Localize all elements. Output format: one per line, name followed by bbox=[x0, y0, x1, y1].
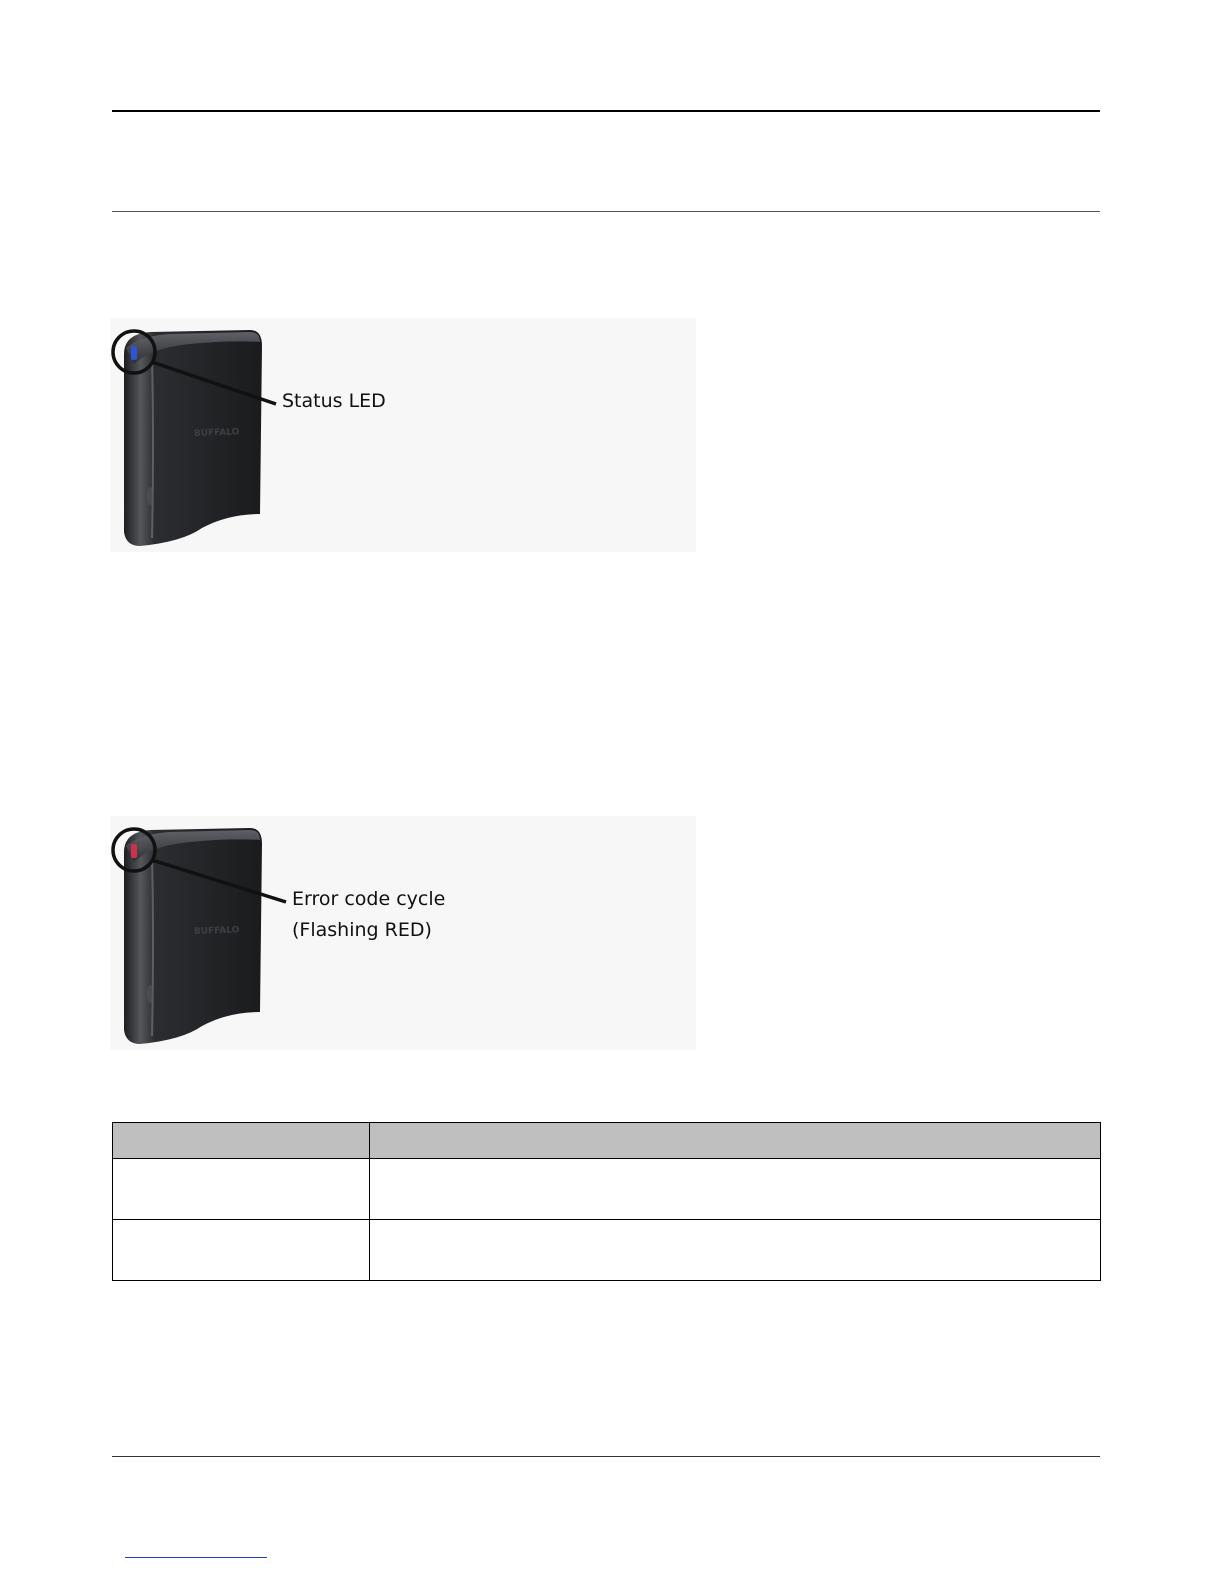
table-cell bbox=[370, 1220, 1101, 1281]
status-led bbox=[131, 346, 137, 360]
status-led bbox=[131, 844, 137, 858]
error-code-figure bbox=[110, 816, 696, 1050]
status-led-figure bbox=[110, 318, 696, 552]
table-cell bbox=[113, 1220, 370, 1281]
callout-line: Status LED bbox=[282, 390, 386, 412]
header-sub-rule bbox=[112, 211, 1100, 212]
status-led-callout bbox=[282, 386, 386, 417]
table-row bbox=[113, 1220, 1101, 1281]
device-illustration bbox=[110, 318, 696, 552]
table-cell bbox=[113, 1159, 370, 1220]
footer-rule bbox=[112, 1456, 1100, 1457]
callout-line: Error code cycle bbox=[292, 888, 446, 910]
table-header-row bbox=[113, 1123, 1101, 1159]
table-header-cell bbox=[370, 1123, 1101, 1159]
device-logo: BUFFALO bbox=[193, 925, 240, 937]
table-row bbox=[113, 1159, 1101, 1220]
table-cell bbox=[370, 1159, 1101, 1220]
table-header-cell bbox=[113, 1123, 370, 1159]
error-code-callout bbox=[292, 884, 445, 946]
callout-line: (Flashing RED) bbox=[292, 919, 432, 941]
footer-link[interactable] bbox=[125, 1557, 267, 1558]
status-table bbox=[112, 1122, 1101, 1281]
device-logo: BUFFALO bbox=[193, 427, 240, 439]
header-rule bbox=[112, 110, 1100, 112]
